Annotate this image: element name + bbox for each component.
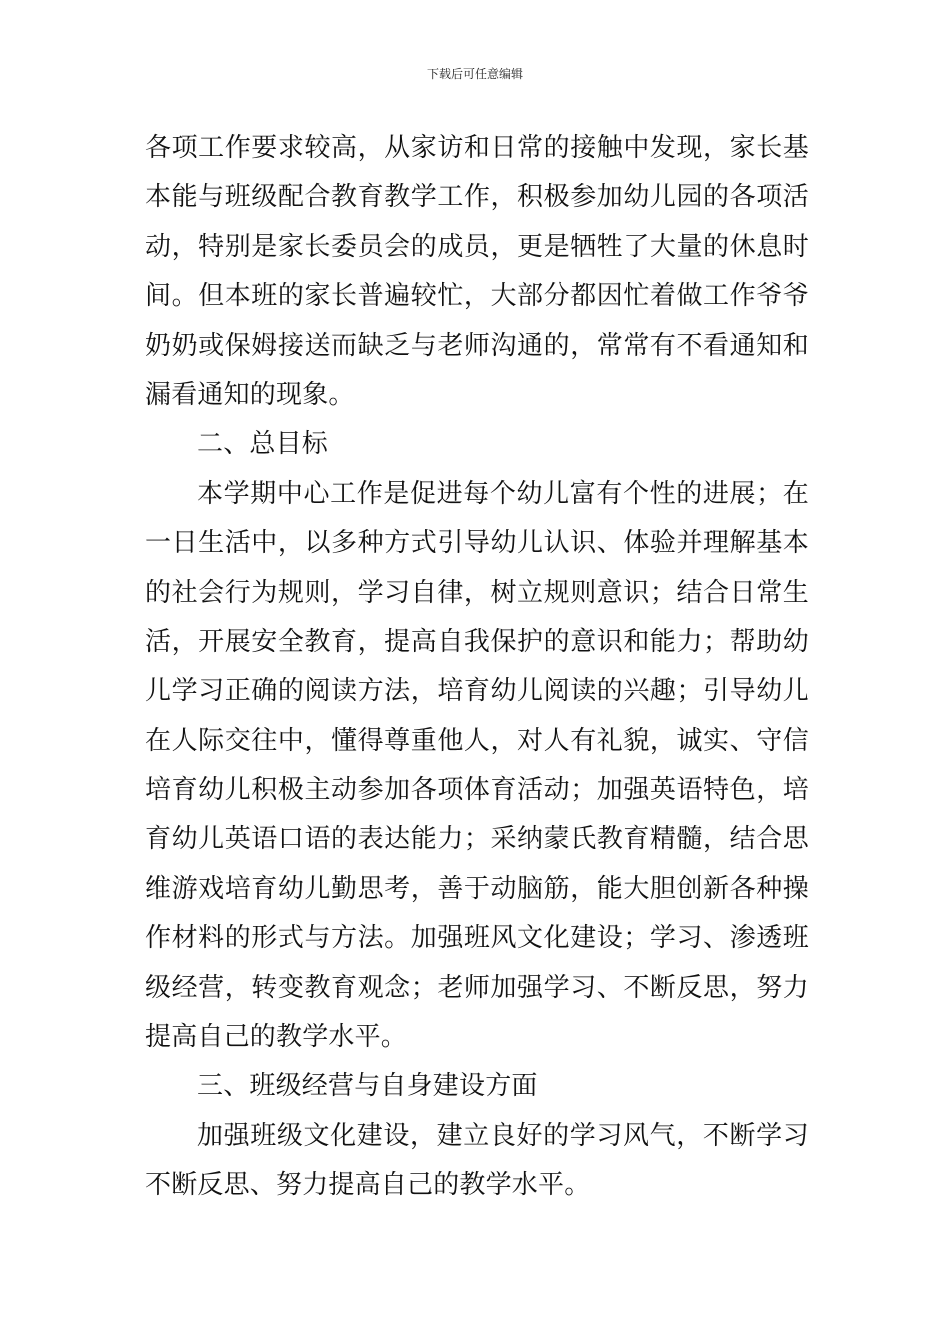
page-header-note: 下载后可任意编辑 (426, 67, 523, 81)
text-line: 各项工作要求较高，从家访和日常的接触中发现，家长基 (145, 133, 809, 163)
text-line: 提高自己的教学水平。 (145, 1022, 408, 1053)
text-line: 维游戏培育幼儿勤思考，善于动脑筋，能大胆创新各种操 (145, 873, 809, 904)
text-line: 本学期中心工作是促进每个幼儿富有个性的进展；在 (197, 478, 809, 509)
text-line: 不断反思、努力提高自己的教学水平。 (145, 1170, 591, 1201)
document-body (145, 124, 809, 1211)
text-line: 一日生活中，以多种方式引导幼儿认识、体验并理解基本 (145, 528, 809, 559)
text-line: 儿学习正确的阅读方法，培育幼儿阅读的兴趣；引导幼儿 (145, 676, 809, 707)
text-line: 本能与班级配合教育教学工作，积极参加幼儿园的各项活 (145, 182, 809, 213)
text-line: 间。但本班的家长普遍较忙，大部分都因忙着做工作爷爷 (145, 281, 809, 312)
text-line: 奶奶或保姆接送而缺乏与老师沟通的，常常有不看通知和 (145, 330, 809, 361)
text-line: 育幼儿英语口语的表达能力；采纳蒙氏教育精髓，结合思 (145, 824, 809, 855)
text-line: 三、班级经营与自身建设方面 (197, 1071, 538, 1102)
text-line: 加强班级文化建设，建立良好的学习风气，不断学习 (197, 1120, 809, 1151)
text-line: 活，开展安全教育，提高自我保护的意识和能力；帮助幼 (145, 626, 809, 657)
text-line: 级经营，转变教育观念；老师加强学习、不断反思，努力 (145, 972, 809, 1003)
text-line: 漏看通知的现象。 (145, 379, 355, 410)
text-line: 二、总目标 (197, 429, 329, 460)
text-line: 动，特别是家长委员会的成员，更是牺牲了大量的休息时 (145, 231, 809, 262)
text-line: 的社会行为规则，学习自律，树立规则意识；结合日常生 (145, 577, 809, 608)
text-line: 作材料的形式与方法。加强班风文化建设；学习、渗透班 (145, 923, 809, 954)
text-line: 培育幼儿积极主动参加各项体育活动；加强英语特色，培 (145, 775, 809, 806)
text-line: 在人际交往中，懂得尊重他人，对人有礼貌，诚实、守信 (145, 725, 809, 756)
